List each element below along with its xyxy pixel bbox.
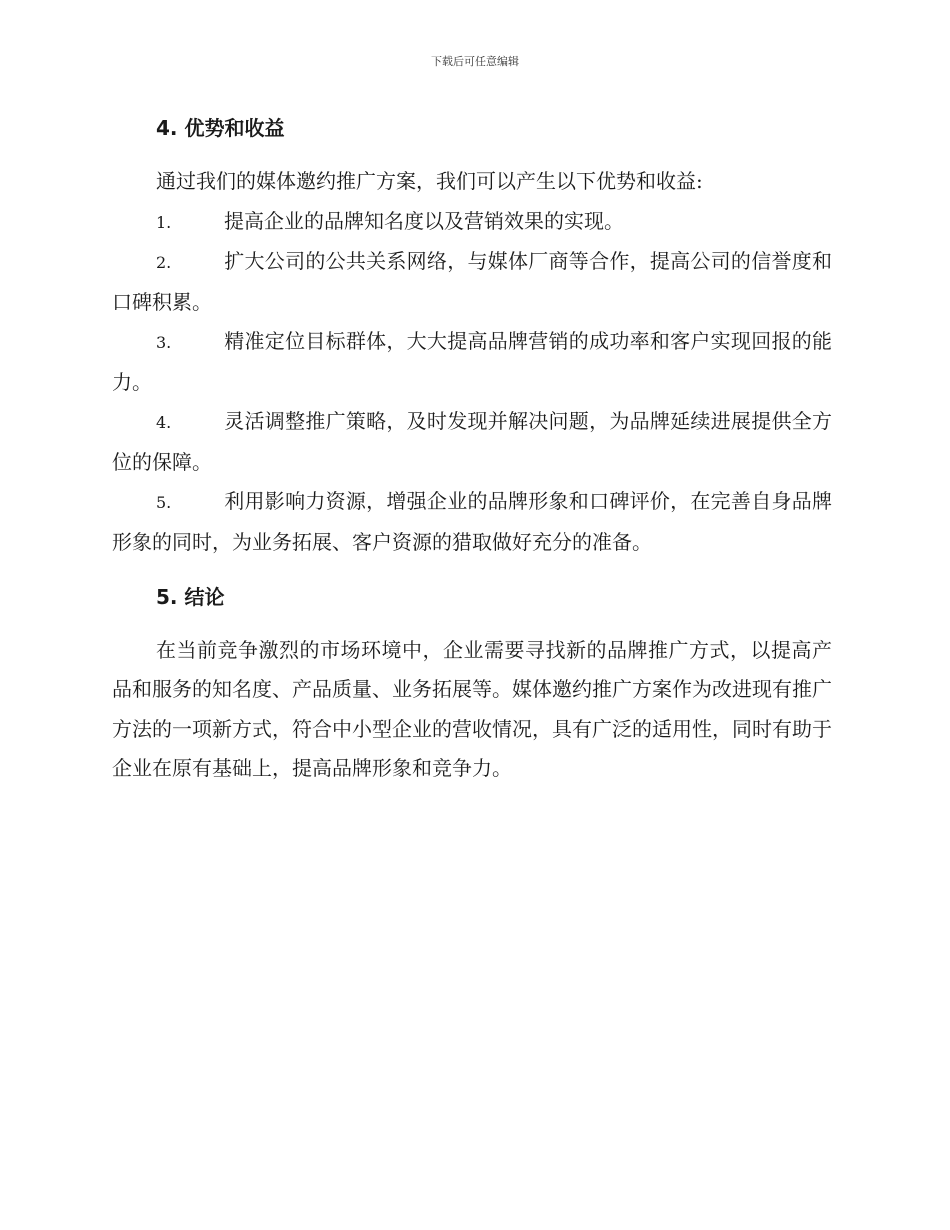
list-item-number: 5. — [156, 493, 172, 512]
list-item-number: 3. — [156, 333, 172, 352]
list-item-text: 灵活调整推广策略，及时发现并解决问题，为品牌延续进展提供全方位的保障。 — [112, 409, 832, 474]
list-item-text: 提高企业的品牌知名度以及营销效果的实现。 — [224, 208, 624, 233]
list-item — [112, 202, 832, 243]
section-5-heading: 5. 结论 — [156, 584, 225, 609]
list-item — [112, 402, 832, 482]
section-4-intro: 通过我们的媒体邀约推广方案，我们可以产生以下优势和收益: — [156, 169, 703, 193]
document-body — [112, 108, 832, 789]
list-item — [112, 322, 832, 402]
list-item-text: 利用影响力资源，增强企业的品牌形象和口碑评价，在完善自身品牌形象的同时，为业务拓展、客户资源的猎取做好充分的准备。 — [112, 489, 832, 554]
list-item-number: 2. — [156, 253, 172, 272]
list-item-number: 1. — [156, 212, 172, 232]
section-5-body: 在当前竞争激烈的市场环境中，企业需要寻找新的品牌推广方式，以提高产品和服务的知名度、产品质量、业务拓展等。媒体邀约推广方案作为改进现有推广方法的一项新方式，符合中小型企业的营收情况，具有广泛的适用性，同时有助于企业在原有基础上，提高品牌形象和竞争力。 — [112, 637, 832, 780]
section-4-heading: 4. 优势和收益 — [156, 116, 285, 140]
page-header: 下载后可任意编辑 — [431, 55, 519, 68]
list-item-text: 精准定位目标群体，大大提高品牌营销的成功率和客户实现回报的能力。 — [112, 329, 832, 394]
list-item-text: 扩大公司的公共关系网络，与媒体厂商等合作，提高公司的信誉度和口碑积累。 — [112, 249, 832, 314]
list-item-number: 4. — [156, 413, 172, 432]
list-item — [112, 482, 832, 562]
list-item — [112, 242, 832, 322]
